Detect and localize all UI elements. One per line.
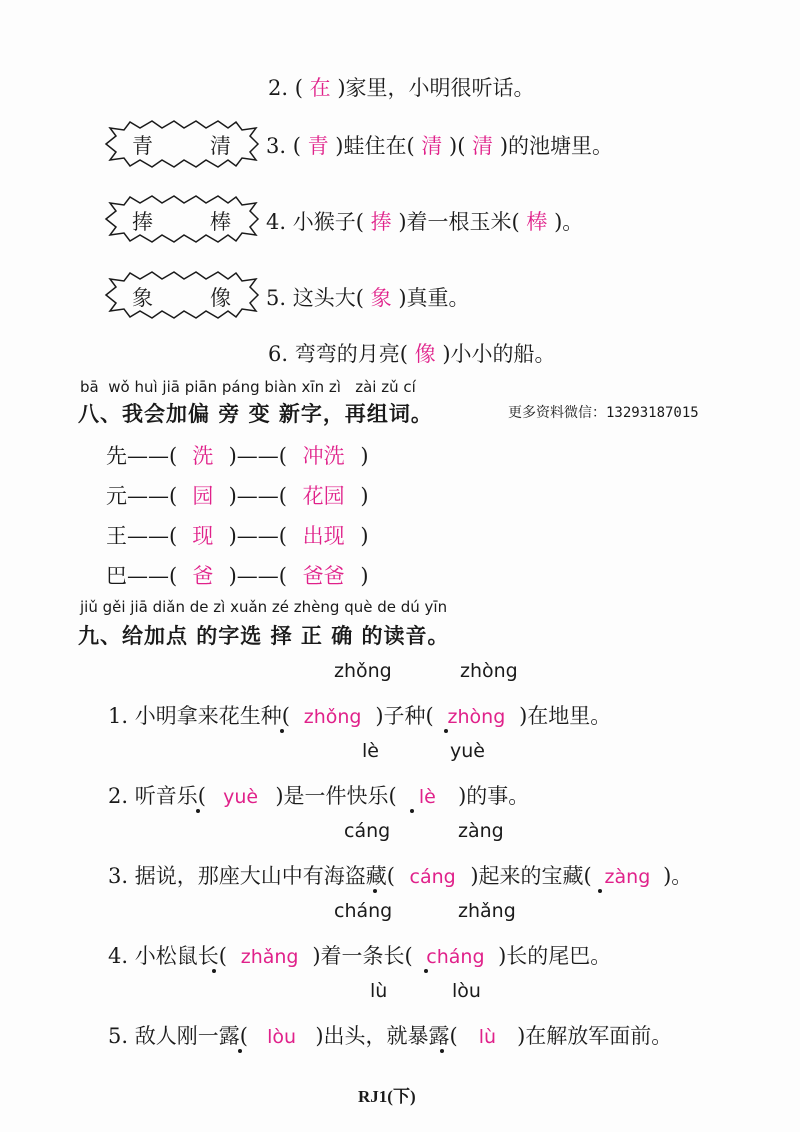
- sentence-3: 3. ( 青 )蛙住在( 清 )( 清 )的池塘里。: [266, 134, 614, 158]
- option-char: 象: [132, 286, 153, 310]
- pinyin-option: zàng: [458, 820, 504, 842]
- pinyin-line: jiǔ gěi jiā diǎn de zì xuǎn zé zhèng què de dú yīn: [80, 598, 448, 616]
- starburst-icon: [100, 120, 262, 168]
- page-footer: RJ1(下): [358, 1087, 416, 1106]
- pinyin-option: cáng: [344, 820, 391, 842]
- sentence-5: 5. 这头大( 象 )真重。: [266, 286, 470, 310]
- option-char: 清: [210, 134, 231, 158]
- emphasis-dot: [410, 809, 414, 813]
- section-title: 八、我会加偏 旁 变 新字，再组词。: [78, 402, 433, 426]
- option-char: 像: [210, 286, 231, 310]
- sentence-6: 6. 弯弯的月亮( 像 )小小的船。: [268, 342, 556, 366]
- emphasis-dot: [440, 1049, 444, 1053]
- sentence-2: 2. ( 在 )家里，小明很听话。: [268, 76, 535, 100]
- emphasis-dot: [373, 889, 377, 893]
- answer: 在: [309, 76, 331, 100]
- pinyin-option: yuè: [450, 740, 485, 762]
- word-row: 先——( 洗 )——( 冲洗 ): [106, 444, 369, 468]
- question: 3. 据说，那座大山中有海盗藏( cáng )起来的宝藏( zàng )。: [108, 864, 693, 888]
- question: 2. 听音乐( yuè )是一件快乐( lè )的事。: [108, 784, 530, 808]
- pinyin-option: cháng: [334, 900, 393, 922]
- word-row: 巴——( 爸 )——( 爸爸 ): [106, 564, 369, 588]
- emphasis-dot: [196, 809, 200, 813]
- option-char: 棒: [210, 210, 231, 234]
- pinyin-option: lòu: [452, 980, 481, 1002]
- word-row: 元——( 园 )——( 花园 ): [106, 484, 369, 508]
- option-char: 捧: [132, 210, 153, 234]
- emphasis-dot: [598, 889, 602, 893]
- emphasis-dot: [238, 1049, 242, 1053]
- pinyin-line: bā wǒ huì jiā piān páng biàn xīn zì zài zǔ cí: [80, 378, 416, 396]
- pinyin-option: lù: [370, 980, 388, 1002]
- emphasis-dot: [424, 969, 428, 973]
- emphasis-dot: [280, 729, 284, 733]
- option-char: 青: [132, 134, 153, 158]
- pinyin-option: lè: [362, 740, 379, 762]
- emphasis-dot: [212, 969, 216, 973]
- pinyin-option: zhòng: [460, 660, 518, 682]
- word-row: 王——( 现 )——( 出现 ): [106, 524, 369, 548]
- emphasis-dot: [444, 729, 448, 733]
- sentence-4: 4. 小猴子( 捧 )着一根玉米( 棒 )。: [266, 210, 584, 234]
- pinyin-option: zhǎng: [458, 900, 516, 922]
- question: 4. 小松鼠长( zhǎng )着一条长( cháng )长的尾巴。: [108, 944, 612, 968]
- contact-note: 更多资料微信：13293187015: [508, 405, 699, 421]
- question: 5. 敌人刚一露( lòu )出头，就暴露( lù )在解放军面前。: [108, 1024, 673, 1048]
- starburst-icon: [100, 271, 262, 319]
- section-title: 九、给加点 的字选 择 正 确 的读音。: [78, 624, 450, 648]
- pinyin-option: zhǒng: [334, 660, 392, 682]
- starburst-icon: [100, 195, 262, 243]
- question: 1. 小明拿来花生种( zhǒng )子种( zhòng )在地里。: [108, 704, 612, 728]
